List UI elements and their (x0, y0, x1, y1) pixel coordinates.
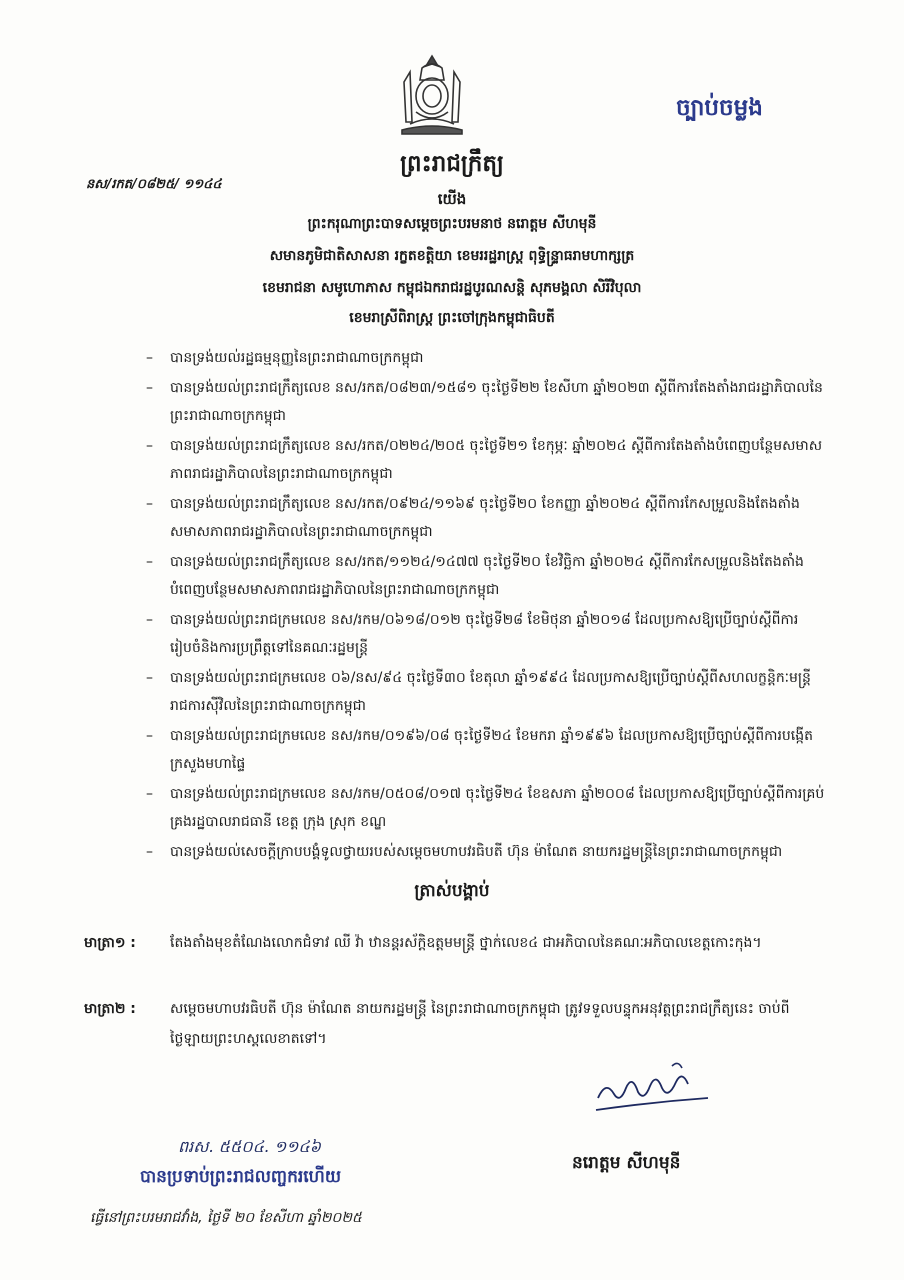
article-text: សម្តេចមហាបវរធិបតី ហ៊ុន ម៉ាណែត នាយករដ្ឋមន្ត្រី នៃព្រះរាជាណាចក្រកម្ពុជា ត្រូវទទួលបន្ទុកអនុវត្តព្រះរាជក្រឹត្យនេះ ចាប់ពីថ្ងៃឡាយព្រះហស្តលេខាតទៅ។ (170, 1001, 790, 1047)
royal-title-line-1: ព្រះករុណាព្រះបាទសម្តេចព្រះបរមនាថ នរោត្តម សីហមុនី (307, 216, 597, 232)
copy-stamp: ច្បាប់ចម្លង (676, 95, 763, 121)
list-item: – បានទ្រង់យល់ព្រះរាជក្រមលេខ នស/រកម/០១៩៦/០៨ ចុះថ្ងៃទី២៤ ខែមករា ឆ្នាំ១៩៩៦ ដែលប្រកាសឱ្យប្រើច្បាប់ស្តីពីការបង្កើតក្រសួងមហាផ្ទៃ (146, 728, 814, 772)
list-item: – បានទ្រង់យល់ព្រះរាជក្រឹត្យលេខ នស/រកត/០៨២៣/១៥៨១ ចុះថ្ងៃទី២២ ខែសីហា ឆ្នាំ២០២៣ ស្តីពីការតែងតាំងរាជរដ្ឋាភិបាលនៃព្រះរាជាណាចក្រកម្ពុជា (146, 380, 823, 424)
royal-title-line-2: សមានភូមិជាតិសាសនា រក្ខតខត្តិយា ខេមររដ្ឋរាស្ត្រ ពុទ្ធិន្ទ្រាធរាមហាក្សត្រ (269, 248, 635, 264)
list-item: – បានទ្រង់យល់ព្រះរាជក្រមលេខ ០៦/នស/៩៤ ចុះថ្ងៃទី៣០ ខែតុលា ឆ្នាំ១៩៩៤ ដែលប្រកាសឱ្យប្រើច្បាប់ស្តីពីសហលក្ខន្តិកៈមន្ត្រីរាជការស៊ីវិលនៃព្រះរាជាណាចក្រកម្ពុជា (146, 670, 811, 714)
list-item: – បានទ្រង់យល់ព្រះរាជក្រឹត្យលេខ នស/រកត/០៩២៤/១១៦៩ ចុះថ្ងៃទី២០ ខែកញ្ញា ឆ្នាំ២០២៤ ស្តីពីការកែសម្រួលនិងតែងតាំងសមាសភាពរាជរដ្ឋាភិបាលនៃព្រះរាជាណាចក្រកម្ពុជា (146, 496, 800, 540)
royal-title-line-4: ខេមរាស្រីពិរាស្ត្រ ព្រះចៅក្រុងកម្ពុជាធិបតី (349, 310, 555, 326)
signer-name: នរោត្តម សីហមុនី (572, 1153, 681, 1173)
list-item: – បានទ្រង់យល់ព្រះរាជក្រឹត្យលេខ នស/រកត/១១២៤/១៤៧៧ ចុះថ្ងៃទី២០ ខែវិច្ឆិកា ឆ្នាំ២០២៤ ស្តីពីការកែសម្រួលនិងតែងតាំងបំពេញបន្ថែមសមាសភាពរាជរដ្ឋាភិបាលនៃព្រះរាជាណាចក្រកម្ពុជា (146, 554, 804, 598)
article-label: មាត្រា២ : (84, 1001, 136, 1017)
list-item: – បានទ្រង់យល់រដ្ឋធម្មនុញ្ញនៃព្រះរាជាណាចក្រកម្ពុជា (146, 350, 424, 366)
handwritten-reference: ពរស. ៥៥០៤. ១១៤៦ (178, 1137, 321, 1156)
list-item: – បានទ្រង់យល់សេចក្តីក្រាបបង្គំទូលថ្វាយរបស់សម្តេចមហាបវរធិបតី ហ៊ុន ម៉ាណែត នាយករដ្ឋមន្ត្រីនៃព្រះរាជាណាចក្រកម្ពុជា (146, 844, 783, 860)
reference-number: នស/រកត/០៨២៥/ ១១៤៤ (86, 177, 222, 192)
date-line: ធ្វើនៅព្រះបរមរាជវាំង, ថ្ងៃទី ២០ ខែសីហា ឆ្នាំ២០២៥ (90, 1210, 362, 1226)
promulgation-stamp: បានប្រទាប់ព្រះរាជលញ្ចករហើយ (140, 1167, 342, 1187)
article-2 (84, 994, 814, 1054)
decree-heading: ត្រាស់បង្គាប់ (414, 881, 490, 901)
list-item: – បានទ្រង់យល់ព្រះរាជក្រមលេខ នស/រកម/០៦១៨/០១២ ចុះថ្ងៃទី២៨ ខែមិថុនា ឆ្នាំ២០១៨ ដែលប្រកាសឱ្យប្រើច្បាប់ស្តីពីការរៀបចំនិងការប្រព្រឹត្តទៅនៃគណៈរដ្ឋមន្ត្រី (146, 612, 799, 656)
we-heading: យើង (437, 190, 467, 208)
royal-title-line-3: ខេមរាជនា សមូហោភាស កម្ពុជឯករាជរដ្ឋបូរណសន្តិ សុភមង្គលា សិរីវិបុលា (262, 280, 642, 296)
considerations-list (146, 344, 826, 868)
list-item: – បានទ្រង់យល់ព្រះរាជក្រមលេខ នស/រកម/០៥០៨/០១៧ ចុះថ្ងៃទី២៤ ខែឧសភា ឆ្នាំ២០០៨ ដែលប្រកាសឱ្យប្រើច្បាប់ស្តីពីការគ្រប់គ្រងរដ្ឋបាលរាជធានី ខេត្ត ក្រុង ស្រុក ខណ្ឌ (146, 786, 825, 830)
list-item: – បានទ្រង់យល់ព្រះរាជក្រឹត្យលេខ នស/រកត/០២២៤/២០៥ ចុះថ្ងៃទី២១ ខែកុម្ភៈ ឆ្នាំ២០២៤ ស្តីពីការតែងតាំងបំពេញបន្ថែមសមាសភាពរាជរដ្ឋាភិបាលនៃព្រះរាជាណាចក្រកម្ពុជា (146, 438, 823, 482)
article-label: មាត្រា១ : (84, 935, 136, 951)
article-text: តែងតាំងមុខតំណែងលោកជំទាវ ឈី វ៉ា ឋានន្តរស័ក្តិឧត្តមមន្ត្រី ថ្នាក់លេខ៤ ជាអភិបាលនៃគណៈអភិបាលខេត្តកោះកុង។ (170, 935, 762, 951)
page-title: ព្រះរាជក្រឹត្យ (400, 151, 504, 177)
royal-emblem-icon (392, 52, 472, 138)
article-1 (84, 928, 814, 958)
handwritten-signature (592, 1058, 712, 1114)
